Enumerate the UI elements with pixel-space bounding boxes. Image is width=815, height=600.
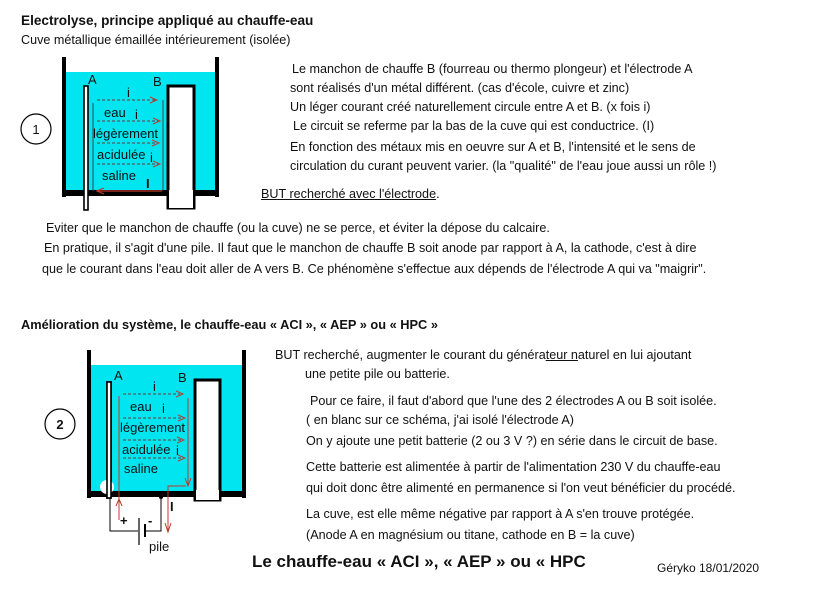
diagram-number: 1 (32, 122, 40, 137)
s2-para-6: La cuve, est elle même négative par rapport à A s'en trouve protégée. (306, 507, 695, 521)
label-b: B (153, 74, 162, 89)
current-big-i: I (146, 176, 150, 191)
label-b: B (178, 370, 187, 385)
s2-goal-underlined: teur n (545, 348, 578, 362)
tank-wall-right (242, 350, 246, 498)
diagram-2 (0, 0, 260, 560)
s2-para-5: qui doit donc être alimenté en permanence si l'on veut bénéficier du procédé. (306, 481, 736, 495)
current-i-2: i (135, 107, 138, 122)
s2-para-4: Cette batterie est alimentée à partir de l'alimentation 230 V du chauffe-eau (306, 460, 721, 474)
s1-expl-3: que le courant dans l'eau doit aller de A vers B. Ce phénomène s'effectue aux dépends de l'électrode A qui va "maigrir". (42, 262, 707, 276)
diagram-stroke (107, 382, 111, 498)
s2-goal-part-c: aturel en lui ajoutant (577, 348, 692, 362)
current-i-2: i (162, 401, 165, 416)
s1-goal-period: . (436, 187, 440, 201)
s1-para-2: sont réalisés d'un métal différent. (cas d'école, cuivre et zinc) (290, 81, 630, 95)
water-line-1: eau (130, 399, 152, 414)
s1-para-3: Un léger courant créé naturellement circule entre A et B. (x fois i) (290, 100, 651, 114)
water-line-4: saline (102, 168, 136, 183)
diagram-number: 2 (56, 417, 64, 432)
s1-para-5: En fonction des métaux mis en oeuvre sur A et B, l'intensité et le sens de (290, 140, 696, 154)
s2-goal (275, 348, 691, 363)
s1-expl-2: En pratique, il s'agit d'une pile. Il faut que le manchon de chauffe B soit anode par rapport à A, la cathode, c'est à dire (44, 241, 697, 255)
current-i-3: i (176, 443, 179, 458)
section1-subtitle: Cuve métallique émaillée intérieurement (isolée) (21, 33, 291, 47)
s1-para-4: Le circuit se referme par la bas de la cuve qui est conductrice. (I) (293, 119, 655, 133)
s1-expl-1: Eviter que le manchon de chauffe (ou la cuve) ne se perce, et éviter la dépose du calcaire. (46, 221, 550, 235)
s2-para-3: On y ajoute une petit batterie (2 ou 3 V ?) en série dans le circuit de base. (306, 434, 718, 448)
s1-goal-underlined: BUT recherché avec l'électrode (261, 187, 437, 201)
water-line-2: légèrement (93, 126, 159, 141)
minus-sign: - (148, 513, 153, 528)
diagram-stroke (196, 490, 219, 500)
label-a: A (88, 72, 97, 87)
label-a: A (114, 368, 123, 383)
water-line-3: acidulée (97, 147, 146, 162)
water-line-1: eau (104, 105, 126, 120)
s2-goal-line2: une petite pile ou batterie. (305, 367, 450, 381)
s2-para-2: ( en blanc sur ce schéma, j'ai isolé l'électrode A) (306, 413, 575, 427)
current-i-1: i (127, 85, 130, 100)
s2-goal-part-a: BUT recherché, augmenter le courant du généra (275, 348, 546, 362)
footer-headline: Le chauffe-eau « ACI », « AEP » ou « HPC (252, 552, 586, 571)
heating-sleeve-b (195, 380, 220, 500)
water-line-3: acidulée (122, 442, 171, 457)
diagram-stroke (159, 495, 163, 499)
section2-title: Amélioration du système, le chauffe-eau « ACI », « AEP » ou « HPC » (21, 317, 438, 332)
water-line-4: saline (124, 461, 158, 476)
battery-label: pile (149, 539, 170, 554)
s1-para-1: Le manchon de chauffe B (fourreau ou thermo plongeur) et l'électrode A (292, 62, 693, 76)
s1-goal (261, 187, 440, 202)
s2-para-7: (Anode A en magnésium ou titane, cathode en B = la cuve) (306, 528, 635, 542)
current-i-3: i (150, 150, 153, 165)
s1-para-6: circulation du curant peuvent varier. (la "qualité" de l'eau joue aussi un rôle !) (290, 159, 717, 173)
water-line-2: légèrement (120, 420, 186, 435)
plus-sign: + (120, 513, 128, 528)
section1-title: Electrolyse, principe appliqué au chauffe-eau (21, 13, 314, 28)
current-i-1: i (153, 379, 156, 394)
s2-para-1: Pour ce faire, il faut d'abord que l'une des 2 électrodes A ou B soit isolée. (310, 394, 717, 408)
current-big-i: I (170, 499, 174, 514)
tank-wall-left (87, 350, 91, 498)
footer-signature: Géryko 18/01/2020 (657, 561, 760, 575)
